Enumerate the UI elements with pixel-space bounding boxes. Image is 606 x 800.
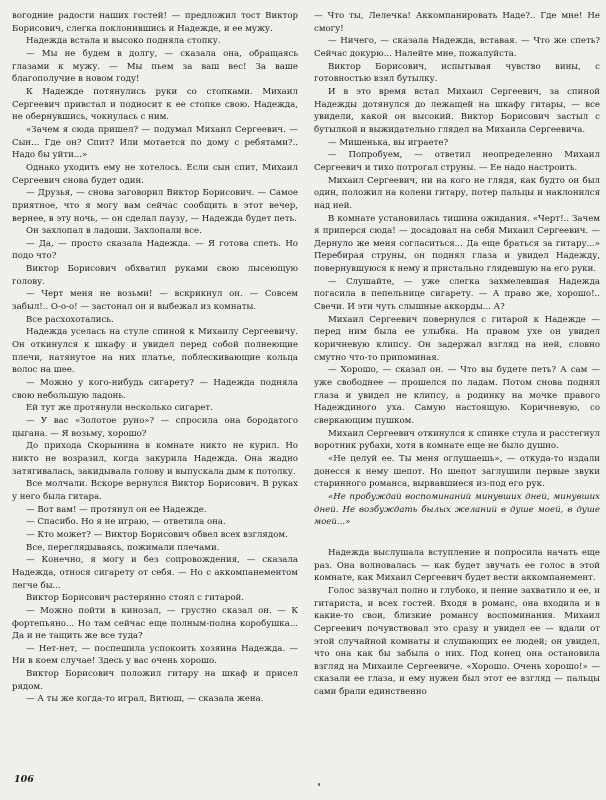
- paragraph: В комнате установилась тишина ожидания. «Черт!.. Зачем я приперся сюда! — досадовал на себя Михаил Сергеевич. — Дернуло же меня согласиться... Да еще браться за гитару...» Перебирая струны, он поднял глаза и увидел Надежду, повернувшуюся к нему и пристально глядевшую на его руки.: [314, 213, 600, 275]
- paragraph: Виктор Борисович обхватил руками свою лысеющую голову.: [12, 264, 298, 287]
- paragraph: Виктор Борисович, испытывая чувство вины, с готовностью взял бутылку.: [314, 61, 600, 85]
- paragraph: — А ты же когда-то играл, Витюш, — сказала жена.: [26, 694, 264, 705]
- paragraph: До прихода Скорынина в комнате никто не курил. Но никто не возразил, когда закурила Надежда. Она жадно затягивалась, закидывала голову и выпускала дым к потолку.: [12, 441, 298, 477]
- paragraph: — Нет-нет, — поспешила успокоить хозяина Надежда. — Ни в коем случае! Здесь у вас очень хорошо.: [12, 643, 298, 667]
- paragraph: — Черт меня не возьми! — вскрикнул он. — Совсем забыл!.. О-о-о! — застонал он и выбежал из комнаты.: [12, 289, 298, 313]
- paragraph: Надежда встала и высоко подняла стопку.: [26, 36, 221, 47]
- paragraph: — Можно у кого-нибудь сигарету? — Надежда подняла свою небольшую ладонь.: [12, 378, 298, 401]
- paragraph: И в это время встал Михаил Сергеевич, за спиной Надежды дотянулся до лежащей на шкафу гитары, — все увидели, какой он высокий. Виктор Борисович застыл с бутылкой и выжидательно глядел на Михаила Сергеевича.: [314, 86, 600, 135]
- paragraph: — Хорошо, — сказал он. — Что вы будете петь? А сам — уже свободнее — прошелся по ладам. Потом снова поднял глаза и увидел не клипсу, а родинку на мочке правого Надеждиного уха. Самую настоящую. Коричневую, со сверкающим пушком.: [314, 365, 600, 426]
- paragraph: — Спасибо. Но я не играю, — ответила она.: [26, 517, 226, 528]
- section-gap: [314, 529, 600, 547]
- paragraph: Однако уходить ему не хотелось. Если сын спит, Михаил Сергеевич снова будет один.: [12, 162, 298, 186]
- paragraph: Ей тут же протянули несколько сигарет.: [26, 403, 213, 414]
- paragraph: — Вот вам! — протянул он ее Надежде.: [26, 504, 207, 515]
- print-speck: [318, 783, 320, 786]
- paragraph: — Ничего, — сказала Надежда, вставая. — Что же спеть? Сейчас докурю... Налейте мне, пожалуйста.: [314, 36, 600, 59]
- paragraph: К Надежде потянулись руки со стопками. Михаил Сергеевич привстал и подносит к ее стопке свою. Надежда, не обернувшись, чокнулась с ним.: [12, 86, 298, 123]
- paragraph: — Да, — просто сказала Надежда. — Я готова спеть. Но подо что?: [12, 238, 298, 262]
- paragraph: — Мы не будем в долгу, — сказала она, обращаясь глазами к мужу. — Мы пьем за ваш вес! За ваше благополучие в новом году!: [12, 48, 298, 85]
- paragraph: Все расхохотались.: [26, 314, 114, 325]
- paragraph: — Конечно, я могу и без сопровождения, — сказала Надежда, относя сигарету от себя. — Но с аккомпанементом легче бы...: [12, 555, 298, 591]
- paragraph: Надежда уселась на стуле спиной к Михаилу Сергеевичу. Он откинулся к шкафу и увидел перед собой полнеющие плечи, натянутое на них платье, поблескивающие кольца волос на шее.: [12, 327, 298, 376]
- paragraph: Виктор Борисович растерянно стоял с гитарой.: [26, 593, 244, 604]
- paragraph: — Можно пойти в кинозал, — грустно сказал он. — К фортепьяно... Но там сейчас еще полным-полна коробушка... Да и не тащить же все туда?: [12, 605, 298, 642]
- paragraph: — Что ты, Лелечка! Аккомпанировать Наде?.. Где мне! Не смогу!: [314, 11, 600, 34]
- left-text-column: [12, 10, 298, 706]
- paragraph: Михаил Сергеевич повернулся с гитарой к Надежде — перед ним была ее улыбка. На правом ухе он увидел коричневую клипсу. Он задержал взгляд на ней, словно смутно что-то припоминая.: [314, 314, 600, 363]
- paragraph: Он захлопал в ладоши. Захлопали все.: [26, 226, 202, 237]
- paragraph: Все молчали. Вскоре вернулся Виктор Борисович. В руках у него была гитара.: [12, 479, 298, 502]
- paragraph: — Попробуем, — ответил неопределенно Михаил Сергеевич и тихо потрогал струны. — Ее надо настроить.: [314, 150, 600, 173]
- verse-paragraph: «Не пробуждай воспоминаний минувших дней, минувших дней. Не возбуждать былых желаний в душе моей, в душе моей...»: [314, 491, 600, 528]
- paragraph: — Друзья, — снова заговорил Виктор Борисович. — Самое приятное, что я могу вам сейчас сообщить в этот вечер, вернее, в эту ночь, — он сделал паузу, — Надежда будет петь.: [12, 188, 298, 224]
- paragraph: Надежда выслушала вступление и попросила начать еще раз. Она волновалась — как будет звучать ее голос в этой комнате, как Михаил Сергеевич будет вести аккомпанемент.: [314, 547, 600, 584]
- paragraph: Виктор Борисович положил гитару на шкаф и присел рядом.: [12, 669, 298, 692]
- paragraph: — Мишенька, вы играете?: [328, 137, 449, 148]
- paragraph: Голос зазвучал полно и глубоко, и пение захватило и ее, и гитариста, и всех гостей. Входя в романс, она входила и в какие-то свои, близкие романсу воспоминания. Михаил Сергеевич почувствовал это сразу и увидел ее — вдали от этой случайной комнаты и слушающих ее людей; он увидел, что она как бы забыла о них. Под конец она остановила взгляд на Михаиле Сергеевиче. «Хорошо. Очень хорошо!» — сказали ее глаза, и ему нужен был этот ее взгляд — пальцы сами брали единственно: [314, 585, 600, 698]
- paragraph: «Не целуй ее. Ты меня оглушаешь», — откуда-то издали донесся к нему шепот. Но шепот заглушили первые звуки старинного романса, вырвавшиеся из-под его рук.: [314, 453, 600, 490]
- right-text-column: [314, 10, 600, 699]
- paragraph: вогодние радости наших гостей! — предложил тост Виктор Борисович, слегка поклонившись и Надежде, и ее мужу.: [12, 11, 298, 34]
- paragraph: — У вас «Золотое руно»? — спросила она бородатого цыгана. — Я возьму, хорошо?: [12, 416, 298, 439]
- page-number: 106: [14, 774, 34, 785]
- paragraph: — Кто может? — Виктор Борисович обвел всех взглядом.: [26, 529, 288, 540]
- paragraph: Михаил Сергеевич откинулся к спинке стула и расстегнул воротник рубахи, хотя в комнате еще не было душно.: [314, 428, 600, 452]
- paragraph: — Слушайте, — уже слегка захмелевшая Надежда погасила в пепельнице сигарету. — А право же, хорошо!.. Свечи. И эти чуть слышные аккорды... А?: [314, 276, 600, 313]
- paragraph: «Зачем я сюда пришел? — подумал Михаил Сергеевич. — Сын... Где он? Спит? Или мотается по дому с ребятами?.. Надо бы уйти...»: [12, 124, 298, 161]
- paragraph: Михаил Сергеевич, ни на кого не глядя, как будто он был один, положил на колени гитару, потер пальцы и наклонился над ней.: [314, 175, 600, 211]
- paragraph: Все, переглядываясь, пожимали плечами.: [26, 542, 220, 553]
